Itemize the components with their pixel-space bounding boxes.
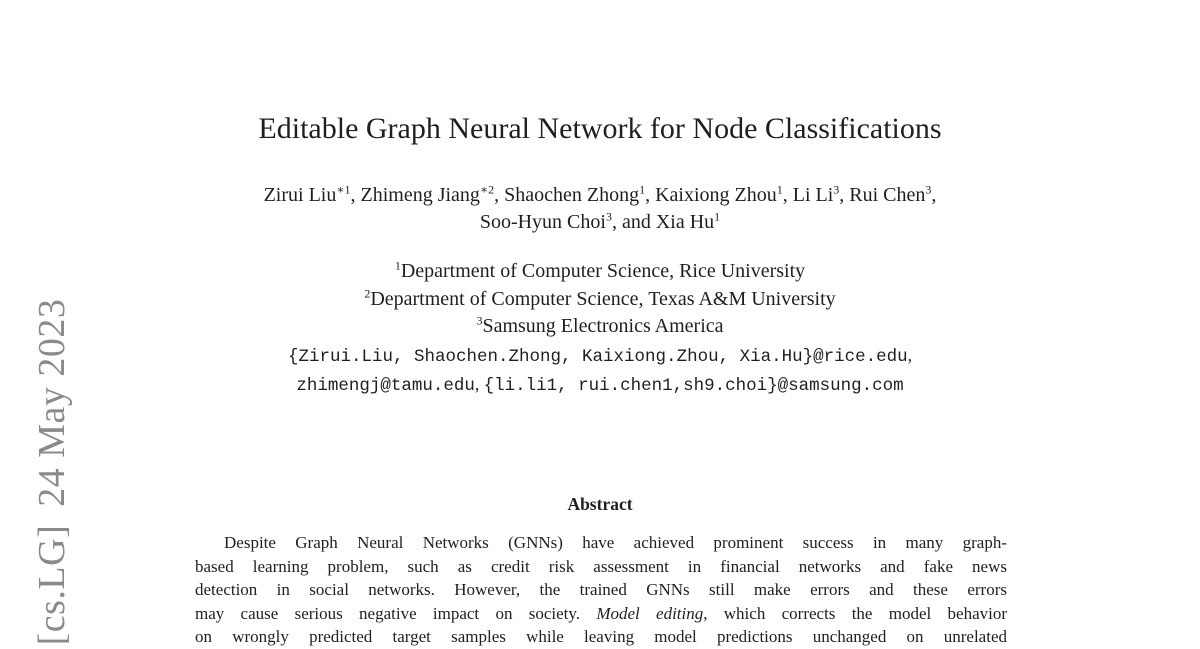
arxiv-side-stamp	[30, 299, 74, 646]
author: Li Li$^3$,	[792, 182, 850, 206]
author: Zirui Liu$^{∗1}$,	[263, 182, 361, 206]
abstract-line: Despite Graph Neural Networks (GNNs) have achieved prominent success in many graph-	[224, 533, 1007, 552]
affiliation: $^2$Department of Computer Science, Texas A&M University	[364, 285, 836, 310]
abstract-line: on wrongly predicted target samples while leaving model predictions unchanged on unrelated	[195, 627, 1007, 646]
affiliation-list	[150, 258, 1050, 341]
arxiv-date: 24 May 2023	[31, 298, 73, 507]
email-line: zhimengj@tamu.edu, {li.li1, rui.chen1,sh9.choi}@samsung.com	[296, 374, 904, 396]
email-group-samsung: {li.li1, rui.chen1,sh9.choi}@samsung.com	[483, 376, 904, 396]
paper-title: Editable Graph Neural Network for Node Classifications	[258, 112, 942, 145]
author: Zhimeng Jiang$^{∗2}$,	[360, 182, 505, 206]
email-tamu: zhimengj@tamu.edu	[296, 376, 475, 396]
affiliation: $^1$Department of Computer Science, Rice University	[394, 258, 806, 282]
model-editing-term: Model editing	[596, 603, 704, 623]
abstract-line: may cause serious negative impact on society. Model editing, which corrects the model behavior	[195, 603, 1007, 623]
abstract-heading: Abstract	[567, 494, 633, 514]
author-list	[150, 182, 1050, 236]
author: Xia Hu$^1$	[655, 209, 721, 233]
arxiv-category: [cs.LG]	[31, 524, 73, 646]
abstract-line: based learning problem, such as credit risk assessment in financial networks and fake news	[195, 556, 1007, 576]
author: Kaixiong Zhou$^1$,	[655, 182, 793, 206]
abstract-body	[195, 531, 1007, 649]
abstract-line: detection in social networks. However, the trained GNNs still make errors and these errors	[195, 580, 1007, 599]
email-group-rice: {Zirui.Liu, Shaochen.Zhong, Kaixiong.Zhou, Xia.Hu}@rice.edu	[288, 347, 908, 367]
email-list	[150, 342, 1050, 400]
email-line: {Zirui.Liu, Shaochen.Zhong, Kaixiong.Zhou, Xia.Hu}@rice.edu,	[288, 345, 912, 367]
author: Soo-Hyun Choi$^3$, and	[479, 209, 656, 233]
affiliation: $^3$Samsung Electronics America	[476, 313, 724, 337]
author: Rui Chen$^3$,	[849, 182, 937, 206]
author: Shaochen Zhong$^1$,	[504, 182, 656, 206]
